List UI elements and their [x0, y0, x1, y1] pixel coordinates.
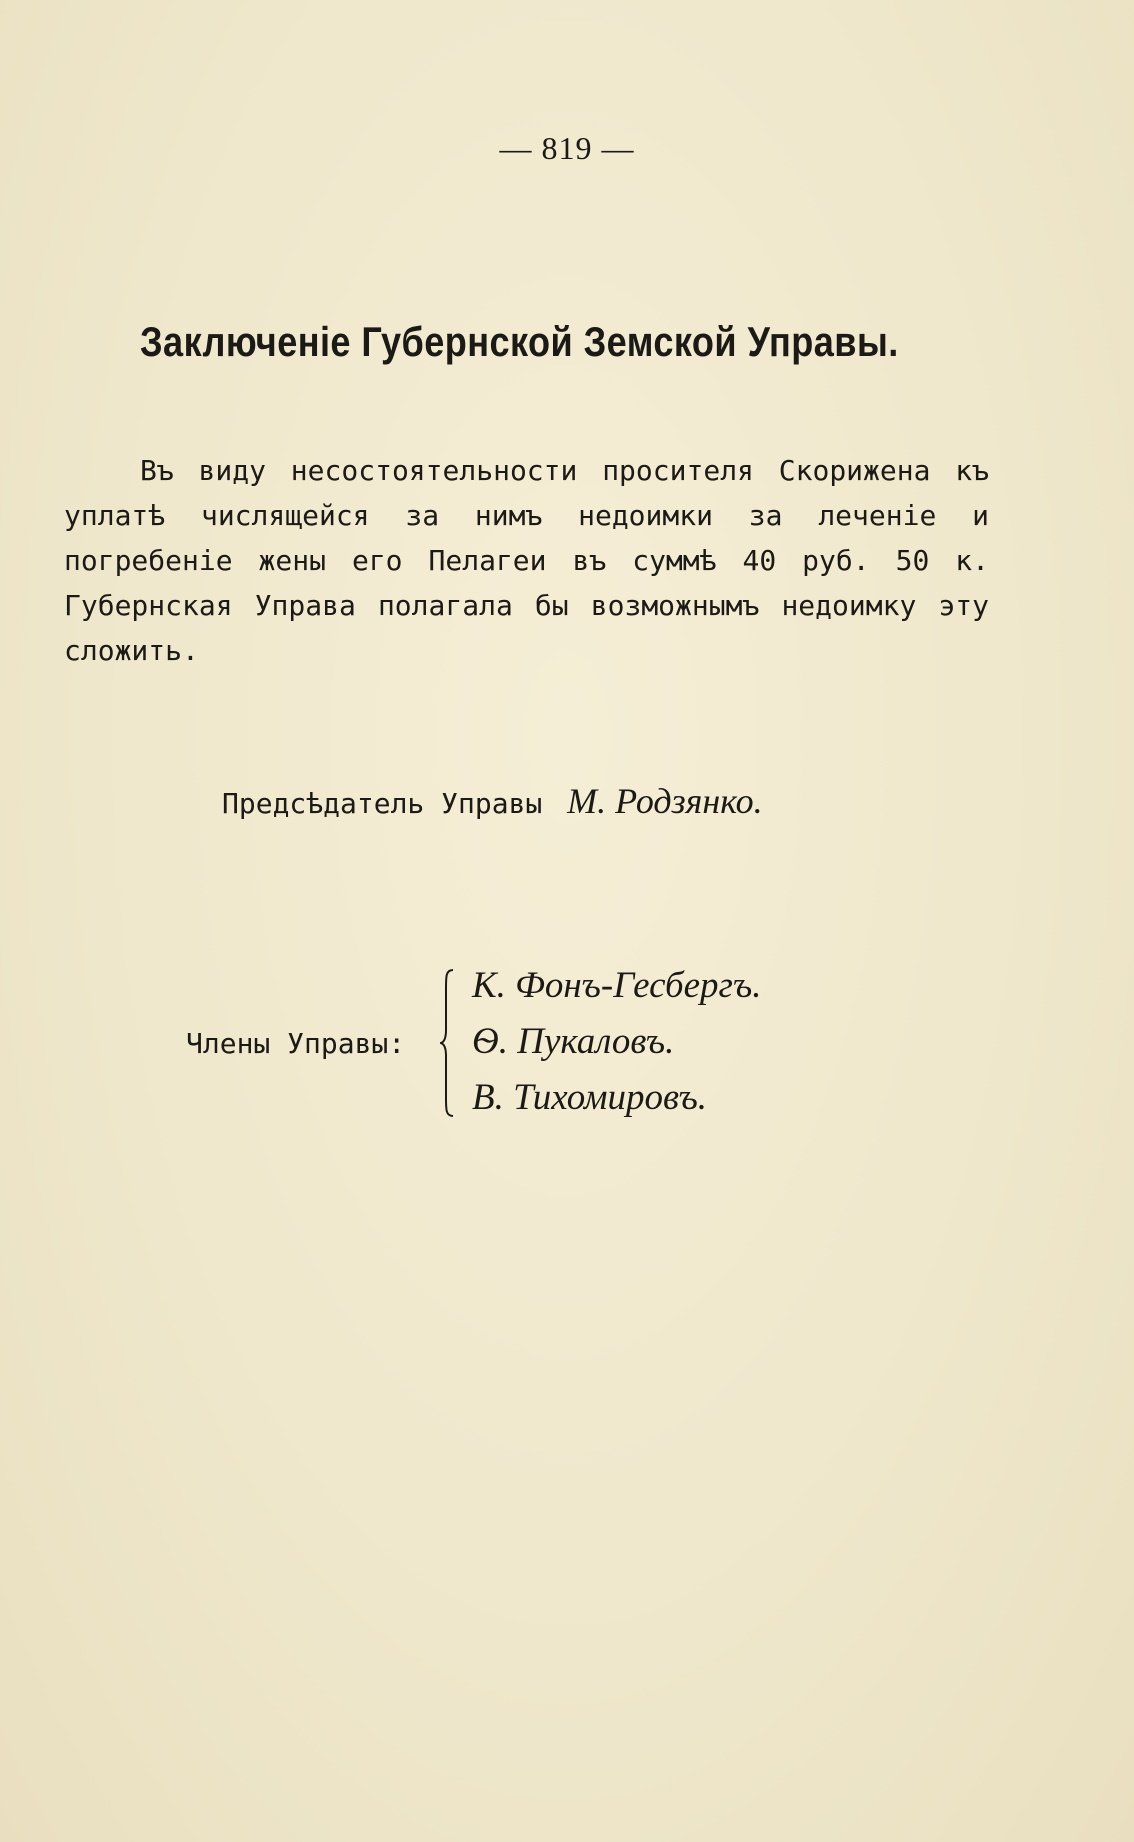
chairman-signature: М. Родзянко.	[567, 781, 763, 821]
section-heading: Заключеніе Губернской Земской Управы.	[140, 318, 899, 365]
member-name: Ѳ. Пукаловъ.	[472, 1021, 675, 1062]
chairman-title: Предсѣдатель Управы	[222, 787, 543, 820]
members-list	[472, 958, 761, 1126]
chairman-signature-line	[222, 780, 763, 822]
page-number: — 819 —	[499, 130, 635, 166]
member-name: К. Фонъ-Гесбергъ.	[472, 965, 762, 1006]
body-paragraph: Въ виду несостоятельности просителя Скорижена къ уплатѣ числящейся за нимъ недоимки за леченіе и погребеніе жены его Пелагеи въ суммѣ 40 руб. 50 к. Губернская Управа полагала бы возможнымъ недоимку эту сложить.	[64, 454, 989, 667]
brace-icon	[440, 968, 454, 1118]
member-name: В. Тихомировъ.	[472, 1077, 708, 1118]
members-label: Члены Управы:	[186, 1027, 406, 1060]
